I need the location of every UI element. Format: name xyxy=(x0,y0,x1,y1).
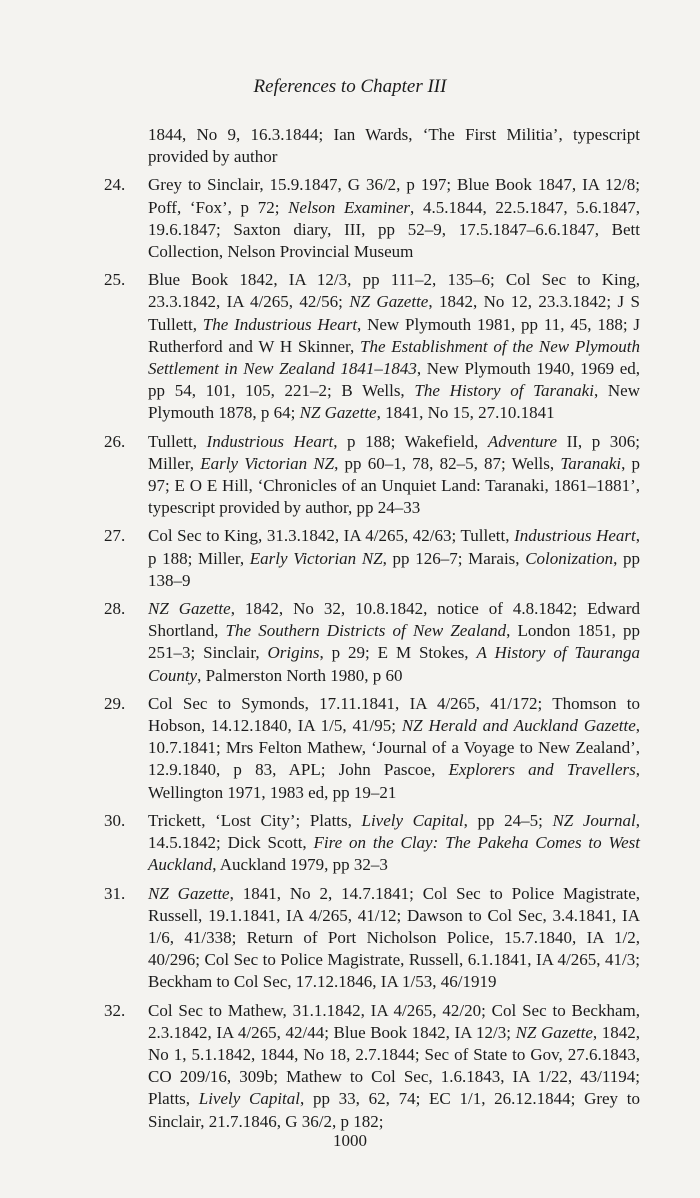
reference-number: 29. xyxy=(104,693,126,713)
reference-text xyxy=(148,174,640,263)
citation-text: , 1842, No 32, 10.8.1842, notice of 4.8.1842; Edward Shortland, xyxy=(148,599,640,641)
reference-entry xyxy=(104,431,640,520)
citation-text: Grey to Sinclair, 15.9.1847, G 36/2, p 197; Blue Book 1847, IA 12/8; Poff, ‘Fox’, p 72; xyxy=(148,175,640,217)
citation-title: A History of Tauranga County xyxy=(148,643,641,685)
citation-text: , pp 33, 62, 74; EC 1/1, 26.12.1844; Grey to Sinclair, 21.7.1846, G 36/2, p 182; xyxy=(148,1089,640,1131)
citation-text: , p 188; Miller, xyxy=(148,526,640,568)
citation-text: Col Sec to Mathew, 31.1.1842, IA 4/265, 42/20; Col Sec to Beckham, 2.3.1842, IA 4/265, 42/44; Blue Book 1842, IA 12/3; xyxy=(148,1000,640,1042)
citation-title: Lively Capital xyxy=(361,810,464,830)
citation-text: , 10.7.1841; Mrs Felton Mathew, ‘Journal of a Voyage to New Zealand’, 12.9.1840, p 83, APL; John Pascoe, xyxy=(148,716,640,780)
citation-title: NZ Herald and Auckland Gazette xyxy=(401,716,636,736)
citation-title: Nelson Examiner xyxy=(288,197,411,217)
citation-text: , pp 24–5; xyxy=(463,810,553,830)
citation-title: NZ Gazette xyxy=(148,883,230,903)
citation-text: , pp 138–9 xyxy=(148,548,640,590)
reference-text xyxy=(148,693,640,804)
citation-title: Industrious Heart xyxy=(514,526,636,546)
citation-text: Blue Book 1842, IA 12/3, pp 111–2, 135–6; Col Sec to King, 23.3.1842, IA 4/265, 42/56; xyxy=(148,270,640,312)
citation-title: The Establishment of the New Plymouth Settlement in New Zealand 1841–1843 xyxy=(148,336,640,379)
reference-number: 28. xyxy=(104,599,126,619)
citation-title: Early Victorian NZ xyxy=(200,453,335,473)
citation-text: , New Plymouth 1878, p 64; xyxy=(148,381,640,423)
reference-text xyxy=(148,883,640,994)
citation-text: Col Sec to Symonds, 17.11.1841, IA 4/265, 41/172; Thomson to Hobson, 14.12.1840, IA 1/5, 41/95; xyxy=(148,693,640,736)
reference-number: 31. xyxy=(104,883,126,903)
citation-text: , Auckland 1979, pp 32–3 xyxy=(212,855,388,875)
reference-entry xyxy=(104,883,640,994)
citation-title: Early Victorian NZ xyxy=(249,548,383,568)
citation-text: , New Plymouth 1981, pp 11, 45, 188; J Rutherford and W H Skinner, xyxy=(148,314,640,356)
citation-title: Industrious Heart xyxy=(206,431,334,451)
citation-text: Col Sec to King, 31.3.1842, IA 4/265, 42/63; Tullett, xyxy=(148,526,515,546)
reference-entry xyxy=(104,810,640,877)
reference-number: 26. xyxy=(104,431,126,451)
citation-text: , 14.5.1842; Dick Scott, xyxy=(148,810,640,853)
citation-text: , 1842, No 12, 23.3.1842; J S Tullett, xyxy=(148,292,641,334)
citation-title: NZ Journal xyxy=(552,810,636,830)
reference-text xyxy=(148,1000,640,1133)
citation-text: , 1842, No 1, 5.1.1842, 1844, No 18, 2.7.1844; Sec of State to Gov, 27.6.1843, CO 209/16, 309b; Mathew to Col Sec, 1.6.1843, IA 1/22, 43/1194; Platts, xyxy=(148,1022,640,1109)
citation-text: , Wellington 1971, 1983 ed, pp 19–21 xyxy=(148,760,640,802)
reference-number: 27. xyxy=(104,526,126,546)
citation-text: , New Plymouth 1940, 1969 ed, pp 54, 101, 105, 221–2; B Wells, xyxy=(148,359,640,401)
citation-text: , 4.5.1844, 22.5.1847, 5.6.1847, 19.6.1847; Saxton diary, III, pp 52–9, 17.5.1847–6.6.1847, Bett Collection, Nelson Provincial Museum xyxy=(148,197,640,262)
citation-title: The Industrious Heart xyxy=(202,314,358,334)
citation-text: , p 188; Wakefield, xyxy=(333,431,488,451)
citation-title: Taranaki xyxy=(560,453,622,473)
reference-entry xyxy=(104,598,640,687)
reference-number: 24. xyxy=(104,175,126,195)
citation-text: II, p 306; Miller, xyxy=(148,431,641,473)
citation-text: , 1841, No 2, 14.7.1841; Col Sec to Police Magistrate, Russell, 19.1.1841, IA 4/265, 41/12; Dawson to Col Sec, 3.4.1841, IA 1/6, 41/338; Return of Port Nicholson Police, 15.7.1840, IA 1/2, 40/296; Col Sec to Police Magistrate, Russell, 6.1.1841, IA 4/265, 41/3; Beckham to Col Sec, 17.12.1846, IA 1/53, 46/1919 xyxy=(148,883,640,992)
reference-text xyxy=(148,598,640,687)
citation-text: Trickett, ‘Lost City’; Platts, xyxy=(148,810,362,830)
citation-title: NZ Gazette xyxy=(515,1022,593,1042)
reference-text xyxy=(148,431,640,520)
citation-title: NZ Gazette xyxy=(299,403,377,423)
reference-text xyxy=(148,525,640,592)
citation-text: 1844, No 9, 16.3.1844; Ian Wards, ‘The First Militia’, typescript provided by author xyxy=(148,125,640,167)
citation-title: The Southern Districts of New Zealand xyxy=(225,621,507,641)
reference-entry xyxy=(104,269,640,424)
reference-entry xyxy=(104,124,640,168)
citation-text: , pp 60–1, 78, 82–5, 87; Wells, xyxy=(334,453,561,473)
citation-text: , Palmerston North 1980, p 60 xyxy=(197,665,403,685)
citation-title: NZ Gazette xyxy=(148,599,231,619)
reference-notes xyxy=(104,124,640,1133)
running-head: References to Chapter III xyxy=(253,76,447,97)
citation-title: Adventure xyxy=(487,431,558,451)
citation-text: , 1841, No 15, 27.10.1841 xyxy=(376,403,555,423)
reference-entry xyxy=(104,174,640,263)
reference-entry xyxy=(104,1000,640,1133)
citation-title: Explorers and Travellers xyxy=(448,760,636,780)
citation-title: The History of Taranaki xyxy=(414,381,594,401)
citation-text: , pp 126–7; Marais, xyxy=(382,548,526,568)
citation-text: , p 97; E O E Hill, ‘Chronicles of an Unquiet Land: Taranaki, 1861–1881’, typescript provided by author, pp 24–33 xyxy=(148,453,641,518)
citation-title: Lively Capital xyxy=(198,1089,301,1109)
citation-title: Fire on the Clay: The Pakeha Comes to West Auckland xyxy=(148,833,640,875)
reference-entry xyxy=(104,693,640,804)
citation-text: , p 29; E M Stokes, xyxy=(319,643,477,663)
reference-number: 25. xyxy=(104,270,126,290)
reference-number: 32. xyxy=(104,1000,126,1020)
reference-text xyxy=(148,124,640,168)
citation-title: Origins xyxy=(267,643,320,663)
reference-number: 30. xyxy=(104,810,126,830)
reference-entry xyxy=(104,525,640,592)
citation-title: NZ Gazette xyxy=(349,292,429,312)
reference-text xyxy=(148,810,640,877)
citation-text: Tullett, xyxy=(148,431,207,451)
page-number: 1000 xyxy=(333,1131,367,1150)
reference-text xyxy=(148,269,640,424)
citation-title: Colonization xyxy=(525,548,614,568)
citation-text: , London 1851, pp 251–3; Sinclair, xyxy=(148,621,641,663)
